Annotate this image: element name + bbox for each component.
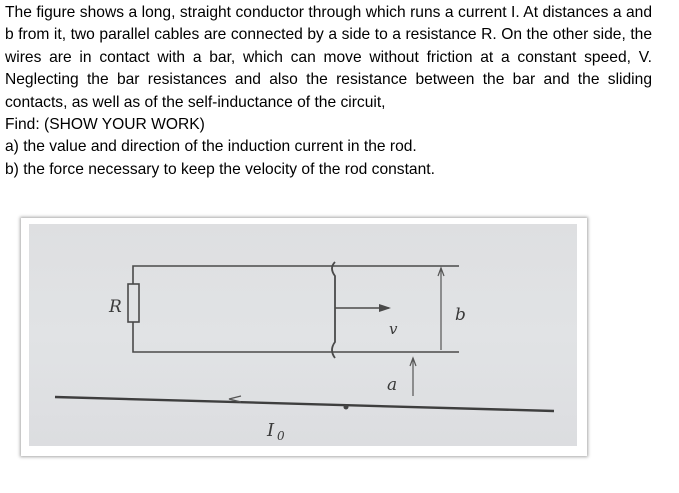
label-I-subscript: 0 [277, 429, 285, 443]
problem-statement [5, 2, 652, 181]
label-R: R [109, 297, 122, 317]
label-a: a [387, 375, 398, 395]
circuit-figure [29, 224, 577, 446]
question-a: a) the value and direction of the induction current in the rod. [5, 138, 417, 156]
label-b: b [455, 305, 466, 325]
resistor-symbol [128, 284, 139, 322]
problem-intro: The figure shows a long, straight conductor through which runs a current I. At distances a and b from it, two parallel cables are connected by a side to a resistance R. On the other side, the wires are in contact with a bar, which can move without friction at a constant speed, V. Neglecting the bar resistances and also the resistance between the bar and the sliding contacts, as well as of the self-inductance of the circuit, [5, 4, 652, 111]
sliding-rod [332, 262, 335, 358]
label-I: I [267, 420, 275, 441]
circuit-diagram [29, 224, 577, 446]
long-conductor [55, 397, 554, 411]
label-v: v [389, 320, 398, 338]
find-line: Find: (SHOW YOUR WORK) [5, 116, 205, 134]
figure-frame [21, 218, 587, 456]
upper-cable [133, 266, 459, 274]
question-b: b) the force necessary to keep the velocity of the rod constant. [5, 160, 435, 178]
lower-cable [133, 322, 459, 352]
